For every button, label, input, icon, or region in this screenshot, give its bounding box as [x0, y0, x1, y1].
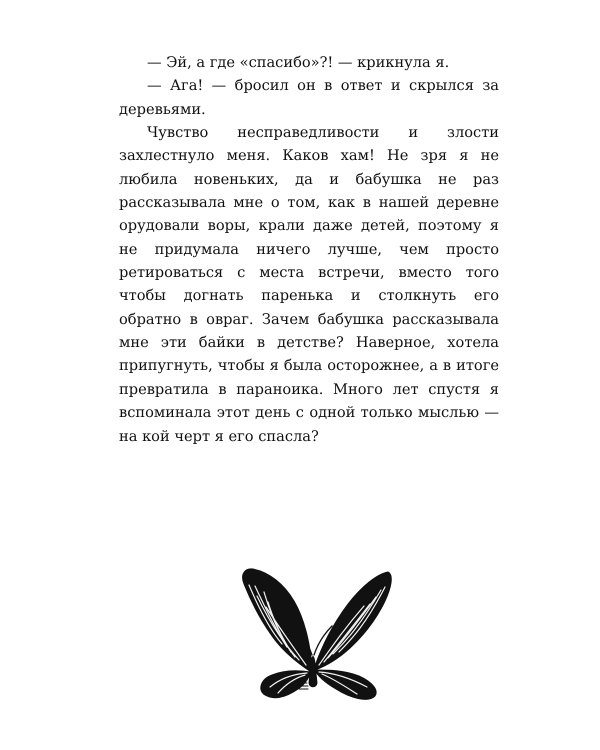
butterfly-icon	[238, 566, 393, 701]
body-text	[119, 51, 499, 448]
paragraph-narration: Чувство несправедливости и злости захлестнуло меня. Каков хам! Не зря я не любила новеньких, да и бабушка не раз рассказывала мне о том, как в нашей деревне орудовали воры, крали даже детей, поэтому я не придумала ничего лучше, чем просто ретироваться с места встречи, вместо того чтобы догнать паренька и столкнуть его обратно в овраг. Зачем бабушка рассказывала мне эти байки в детстве? Наверное, хотела припугнуть, чтобы я была осторожнее, а в итоге превратила в параноика. Много лет спустя я вспоминала этот день с одной только мыслью — на кой черт я его спасла?	[119, 124, 499, 445]
paragraph-dialogue-2: — Ага! — бросил он в ответ и скрылся за деревьями.	[119, 77, 499, 118]
paragraph-dialogue-1: — Эй, а где «спасибо»?! — крикнула я.	[147, 54, 450, 71]
